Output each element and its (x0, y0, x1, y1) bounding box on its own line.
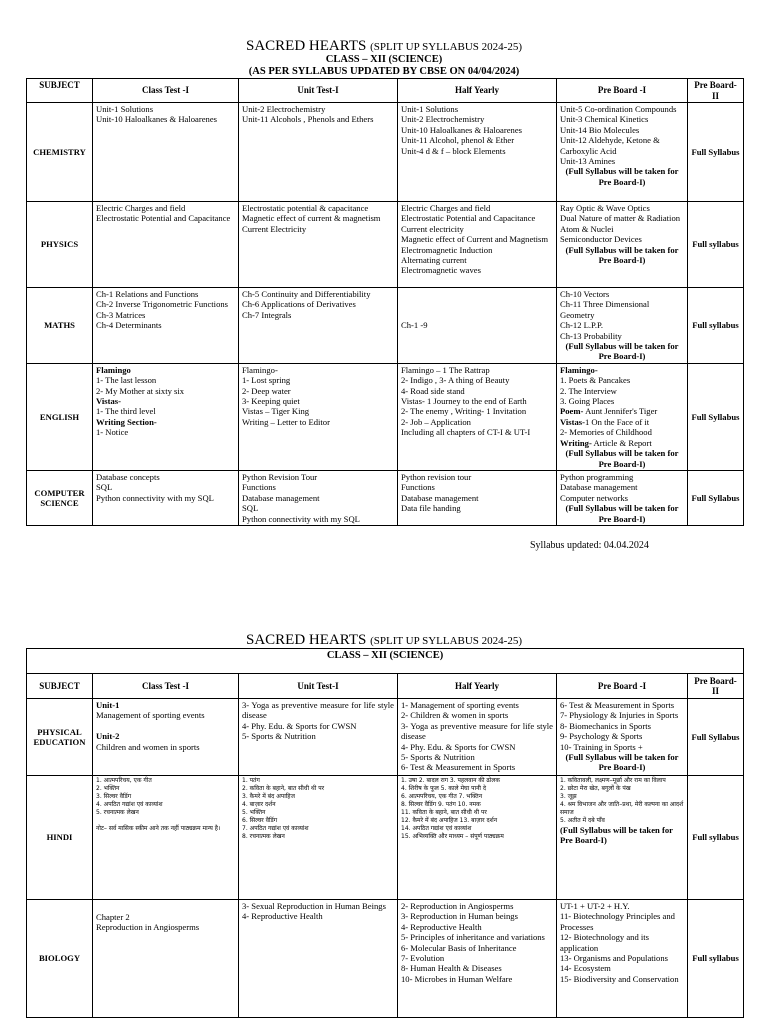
item: 2. छोटा मेरा खेत, बगुलों के पंख (560, 785, 631, 792)
item: Python revision tour (401, 471, 472, 482)
item: 2- Deep water (242, 385, 291, 396)
cell-hy (398, 900, 557, 1018)
section-label: Vistas- (96, 396, 121, 407)
item: Management of sporting events (96, 710, 205, 721)
item: Flamingo – 1 The Rattrap (401, 364, 490, 375)
cell-hy (398, 202, 557, 288)
item: 3- Yoga as preventive measure for life style disease (401, 720, 556, 742)
item: Unit-12 Aldehyde, Ketone & Carboxylic Acid (560, 135, 662, 156)
item: 3- Keeping quiet (242, 396, 300, 407)
header-class-test: Class Test -I (93, 79, 239, 103)
item: Vistas – Tiger King (242, 406, 310, 417)
item: 2. कविता के बहाने, बात सीधी थी पर (242, 785, 325, 792)
hindi-note: नोट– सर्व मासिक स्कीम आने तक नहीं पाठ्यक्रम मान्य है। (96, 825, 221, 832)
item: Database management (401, 492, 479, 503)
vistas-label: Vistas- (560, 416, 585, 427)
cell-ut1 (239, 699, 398, 776)
cell-pb2: Full Syllabus (688, 363, 744, 470)
item: Electric Charges and field (96, 203, 186, 213)
item: Database management (560, 482, 638, 493)
item: 1. आत्मपरिचय, एक गीत (96, 777, 152, 784)
row-english (27, 363, 744, 470)
cell-pb1 (557, 776, 688, 900)
item: Vistas- 1 Journey to the end of Earth (401, 396, 527, 407)
item: SQL (242, 503, 259, 514)
cell-pb1 (557, 103, 688, 202)
cell-pb2: Full syllabus (688, 776, 744, 900)
subject-physics: PHYSICS (27, 202, 93, 288)
cell-ct1 (93, 776, 239, 900)
writing-line (560, 438, 684, 448)
item: Database concepts (96, 471, 160, 482)
item: Dual Nature of matter & Radiation (560, 213, 681, 224)
item: Reproduction in Angiosperms (96, 922, 200, 933)
item: Computer networks (560, 492, 629, 503)
item: 4- Phy. Edu. & Sports for CWSN (242, 720, 357, 731)
pb1-note: (Full Syllabus will be taken for Pre Board-I) (565, 503, 681, 524)
poem-label: Poem- (560, 406, 584, 417)
cell-hy (398, 363, 557, 470)
item: 1- The third level (96, 406, 156, 417)
title-subtext: (SPLIT UP SYLLABUS 2024-25) (370, 41, 522, 53)
syllabus-table-1 (26, 78, 744, 526)
class-row (27, 649, 744, 674)
cell-pb2: Full Syllabus (688, 699, 744, 776)
item: Unit-2 Electrochemistry (242, 104, 326, 114)
row-physical-education (27, 699, 744, 776)
row-hindi (27, 776, 744, 900)
class-line: CLASS – XII (SCIENCE) (325, 54, 443, 65)
item: 4- Reproductive Health (242, 911, 323, 922)
item: Current Electricity (242, 223, 307, 234)
cell-pb2: Full syllabus (688, 288, 744, 364)
item: Chapter 2 (96, 912, 130, 922)
syllabus-table-2 (26, 648, 744, 1018)
item: 12. कैमरे में बंद अपाहिज 13. बाज़ार दर्शन (401, 817, 498, 824)
item: 7. अपठित गद्यांश एवं काव्यांश (242, 825, 309, 832)
cell-ct1 (93, 202, 239, 288)
item: 6. आत्मपरिचय, एक गीत 7. भक्तिन (401, 793, 483, 800)
cell-ct1 (93, 699, 239, 776)
item: Unit-13 Amines (560, 156, 616, 167)
item: Python connectivity with my SQL (96, 492, 214, 503)
item: 10- Training in Sports + (560, 741, 643, 752)
item: 6. सिल्वर वैडिंग (242, 817, 278, 824)
item: 2- Children & women in sports (401, 710, 509, 721)
item: 7- Evolution (401, 953, 445, 964)
item: 15. अभिव्यक्ति और माध्यम – संपूर्ण पाठ्यक्रम (401, 833, 504, 840)
school-name: SACRED HEARTS (246, 38, 367, 54)
item: 4. श्रम विभाजन और जाति–प्रथा, मेरी कल्पना का आदर्श समाज (560, 801, 686, 816)
item: Electromagnetic Induction (401, 244, 493, 255)
header-subject: SUBJECT (27, 674, 93, 699)
cell-ut1 (239, 363, 398, 470)
header-half-yearly: Half Yearly (398, 79, 557, 103)
cell-ct1 (93, 288, 239, 364)
vistas-line (560, 417, 684, 427)
section-label: Writing Section- (96, 416, 157, 427)
item: 5. रचनात्मक लेखन (96, 809, 139, 816)
cell-pb1 (557, 470, 688, 525)
cell-hy (398, 699, 557, 776)
item: Unit-11 Alcohol, phenol & Ether (401, 135, 515, 146)
item: Ch-6 Applications of Derivatives (242, 299, 356, 310)
item: Electromagnetic waves (401, 265, 481, 276)
item: 4- Road side stand (401, 385, 465, 396)
item: 1- The last lesson (96, 375, 157, 386)
item: 3- Reproduction in Human beings (401, 911, 518, 922)
item: Ch-2 Inverse Trigonometric Functions (96, 299, 229, 310)
item: Writing – Letter to Editor (242, 416, 330, 427)
subject-hindi: HINDI (27, 776, 93, 900)
item: 3- Sexual Reproduction in Human Beings (242, 901, 386, 911)
item: 2- Memories of Childhood (560, 427, 652, 438)
item: Unit-5 Co-ordination Compounds (560, 104, 677, 114)
item: 3. Going Places (560, 396, 615, 407)
item: 9- Psychology & Sports (560, 731, 643, 742)
cell-hy (398, 288, 557, 364)
cell-pb2: Full syllabus (688, 900, 744, 1018)
item: Ch-11 Three Dimensional Geometry (560, 299, 652, 320)
header-unit-test: Unit Test-I (239, 79, 398, 103)
subject-physical-education: PHYSICAL EDUCATION (27, 699, 93, 776)
item: Electrostatic Potential and Capacitance (96, 213, 231, 224)
cell-ut1 (239, 202, 398, 288)
cell-ct1 (93, 470, 239, 525)
writing-text: Article & Report (591, 437, 652, 448)
header-pre-board-2: Pre Board- II (688, 674, 744, 699)
row-computer-science (27, 470, 744, 525)
item: 11- Biotechnology Principles and Processes (560, 911, 678, 932)
header-subject: SUBJECT (27, 79, 93, 103)
subject-biology: BIOLOGY (27, 900, 93, 1018)
item: 2- The enemy , Writing- 1 Invitation (401, 406, 527, 417)
item: Alternating current (401, 255, 467, 266)
row-biology (27, 900, 744, 1018)
cell-ut1 (239, 288, 398, 364)
item: Ray Optic & Wave Optics (560, 203, 650, 213)
pb1-note: (Full Syllabus will be taken for Pre Board-I) (565, 448, 681, 469)
header-pre-board-1: Pre Board -I (557, 674, 688, 699)
cell-pb1 (557, 363, 688, 470)
item: Unit-11 Alcohols , Phenols and Ethers (242, 114, 374, 125)
item: Magnetic effect of current & magnetism (242, 213, 381, 224)
item: Electrostatic Potential and Capacitance (401, 213, 536, 224)
item: Ch-1 Relations and Functions (96, 289, 199, 299)
item: 12- Biotechnology and its application (560, 932, 652, 953)
item: 2- Indigo , 3- A thing of Beauty (401, 375, 510, 386)
item: Atom & Nuclei (560, 223, 614, 234)
item: 5. भक्तिन (242, 809, 266, 816)
page-1-title (0, 38, 768, 55)
header-pre-board-1: Pre Board -I (557, 79, 688, 103)
item: 11. कविता के बहाने, बात सीधी थी पर (401, 809, 487, 816)
school-name: SACRED HEARTS (246, 632, 367, 648)
item: 6- Molecular Basis of Inheritance (401, 942, 517, 953)
item: 14- Ecosystem (560, 963, 611, 974)
cell-hy (398, 103, 557, 202)
item: Python Revision Tour (242, 471, 318, 482)
item: 2- Job – Application (401, 416, 471, 427)
item: Ch-4 Determinants (96, 320, 162, 331)
header-half-yearly: Half Yearly (398, 674, 557, 699)
header-row (27, 79, 744, 103)
cell-pb1 (557, 900, 688, 1018)
item: 3. कैमरे में बंद अपाहिज (242, 793, 295, 800)
page-2-title (0, 632, 768, 649)
item: Unit-10 Haloalkanes & Haloarenes (401, 124, 522, 135)
item: Database management (242, 492, 320, 503)
item: 3. जूझ (560, 793, 577, 800)
item: 5- Sports & Nutrition (242, 731, 316, 742)
item: Ch-3 Matrices (96, 309, 146, 320)
item: Functions (401, 482, 435, 493)
item: Unit-4 d & f – block Elements (401, 145, 506, 156)
item: Semiconductor Devices (560, 234, 642, 245)
header-class-test: Class Test -I (93, 674, 239, 699)
item: 13- Organisms and Populations (560, 953, 668, 964)
item: 8. सिल्वर वैडिंग 9. पतंग 10. नमक (401, 801, 481, 808)
vistas-text: 1 On the Face of it (584, 416, 650, 427)
subject-english: ENGLISH (27, 363, 93, 470)
subject-computer-science: COMPUTER SCIENCE (27, 470, 93, 525)
item: Ch-5 Continuity and Differentiability (242, 289, 371, 299)
pb1-note: (Full Syllabus will be taken for Pre Board-I) (565, 166, 681, 187)
item: 5. अतीत में दबे पाँव (560, 817, 605, 824)
item: 4- Reproductive Health (401, 921, 482, 932)
item: Electrostatic potential & capacitance (242, 203, 369, 213)
item: 1. कवितावली, लक्ष्मण–मूर्छा और राम का विलाप (560, 777, 666, 784)
item: 8- Human Health & Diseases (401, 963, 502, 974)
item: 3. सिल्वर वैडिंग (96, 793, 132, 800)
cell-ct1 (93, 900, 239, 1018)
cell-pb1 (557, 699, 688, 776)
unit-label: Unit-1 (96, 700, 120, 710)
item: Magnetic effect of Current and Magnetism (401, 234, 549, 245)
item: Including all chapters of CT-I & UT-I (401, 427, 531, 438)
section-label: Flamingo (96, 364, 131, 375)
section-label: Flamingo- (560, 364, 598, 375)
row-chemistry (27, 103, 744, 202)
item: 5- Principles of inheritance and variations (401, 932, 545, 943)
item: 4- Phy. Edu. & Sports for CWSN (401, 741, 516, 752)
row-maths (27, 288, 744, 364)
cell-ut1 (239, 470, 398, 525)
item: 15- Biodiversity and Conservation (560, 973, 679, 984)
item: Current electricity (401, 223, 464, 234)
cell-hy (398, 470, 557, 525)
item: Ch-13 Probability (560, 330, 622, 341)
item: Python programming (560, 471, 634, 482)
item: 4. शिरीष के फूल 5. काले मेघा पानी दे (401, 785, 487, 792)
item: Unit-3 Chemical Kinetics (560, 114, 649, 125)
cbse-line: (AS PER SYLLABUS UPDATED BY CBSE ON 04/04/2024) (248, 66, 520, 77)
item: 10- Microbes in Human Welfare (401, 973, 513, 984)
cell-pb1 (557, 288, 688, 364)
item: Unit-14 Bio Molecules (560, 124, 640, 135)
item: 2. The Interview (560, 385, 617, 396)
item: Ch-7 Integrals (242, 309, 292, 320)
item: Electric Charges and field (401, 203, 491, 213)
item: Python connectivity with my SQL (242, 513, 360, 524)
item: 14. अपठित गद्यांश एवं काव्यांश (401, 825, 472, 832)
item: 7- Physiology & Injuries in Sports (560, 710, 679, 721)
item: Unit-2 Electrochemistry (401, 114, 485, 125)
item: Unit-1 Solutions (401, 104, 459, 114)
syllabus-updated-note: Syllabus updated: 04.04.2024 (530, 540, 649, 551)
subject-maths: MATHS (27, 288, 93, 364)
item: Flamingo- (242, 364, 278, 375)
header-row (27, 674, 744, 699)
cell-pb2: Full Syllabus (688, 470, 744, 525)
pb1-note: (Full Syllabus will be taken for Pre Board-I) (565, 341, 681, 362)
item: Data file handing (401, 503, 461, 514)
cell-ut1 (239, 900, 398, 1018)
item: Unit-1 Solutions (96, 104, 154, 114)
item: UT-1 + UT-2 + H.Y. (560, 901, 630, 911)
item: 4. अपठित गद्यांश एवं काव्यांश (96, 801, 163, 808)
pb1-note: (Full Syllabus will be taken for Pre Board-I) (560, 825, 675, 846)
cell-pb2: Full Syllabus (688, 103, 744, 202)
item: 3- Yoga as preventive measure for life style disease (242, 700, 397, 721)
item: 2- My Mother at sixty six (96, 385, 185, 396)
cell-ut1 (239, 776, 398, 900)
pb1-note: (Full Syllabus will be taken for Pre Board-I) (565, 244, 681, 266)
cell-ct1 (93, 363, 239, 470)
item: 2- Reproduction in Angiosperms (401, 901, 514, 911)
item: 1. उषा 2. बादल राग 3. पहलवान की ढोलक (401, 777, 501, 784)
poem-line (560, 406, 684, 416)
item: Ch-10 Vectors (560, 289, 610, 299)
item: Ch-12 L.P.P. (560, 320, 603, 331)
cell-hy (398, 776, 557, 900)
item: 6- Test & Measurement in Sports (401, 762, 516, 773)
cell-ct1 (93, 103, 239, 202)
cell-pb2: Full syllabus (688, 202, 744, 288)
item: SQL (96, 482, 113, 493)
item: Functions (242, 482, 276, 493)
item: Children and women in sports (96, 741, 200, 752)
title-subtext: (SPLIT UP SYLLABUS 2024-25) (370, 635, 522, 647)
item: 1- Notice (96, 427, 129, 438)
subject-chemistry: CHEMISTRY (27, 103, 93, 202)
item: 1- Management of sporting events (401, 700, 519, 710)
class-line: CLASS – XII (SCIENCE) (27, 649, 744, 674)
header-unit-test: Unit Test-I (239, 674, 398, 699)
item: 1. पतंग (242, 777, 260, 784)
item: 6- Test & Measurement in Sports (560, 700, 675, 710)
writing-label: Writing- (560, 437, 592, 448)
unit-label: Unit-2 (96, 731, 120, 742)
item: 1. Poets & Pancakes (560, 375, 631, 386)
item: 4. बाज़ार दर्शन (242, 801, 276, 808)
header-pre-board-2: Pre Board- II (688, 79, 744, 103)
item: 8. रचनात्मक लेखन (242, 833, 285, 840)
item: 8- Biomechanics in Sports (560, 720, 651, 731)
item: 2. भक्तिन (96, 785, 120, 792)
poem-text: Aunt Jennifer's Tiger (583, 406, 658, 417)
cell-pb1 (557, 202, 688, 288)
item: 5- Sports & Nutrition (401, 752, 475, 763)
item: Unit-10 Haloalkanes & Haloarenes (96, 114, 217, 125)
row-physics (27, 202, 744, 288)
item: 1- Lost spring (242, 375, 291, 386)
cell-ut1 (239, 103, 398, 202)
item: Ch-1 -9 (401, 320, 428, 331)
pb1-note: (Full Syllabus will be taken for Pre Board-I) (565, 752, 681, 773)
